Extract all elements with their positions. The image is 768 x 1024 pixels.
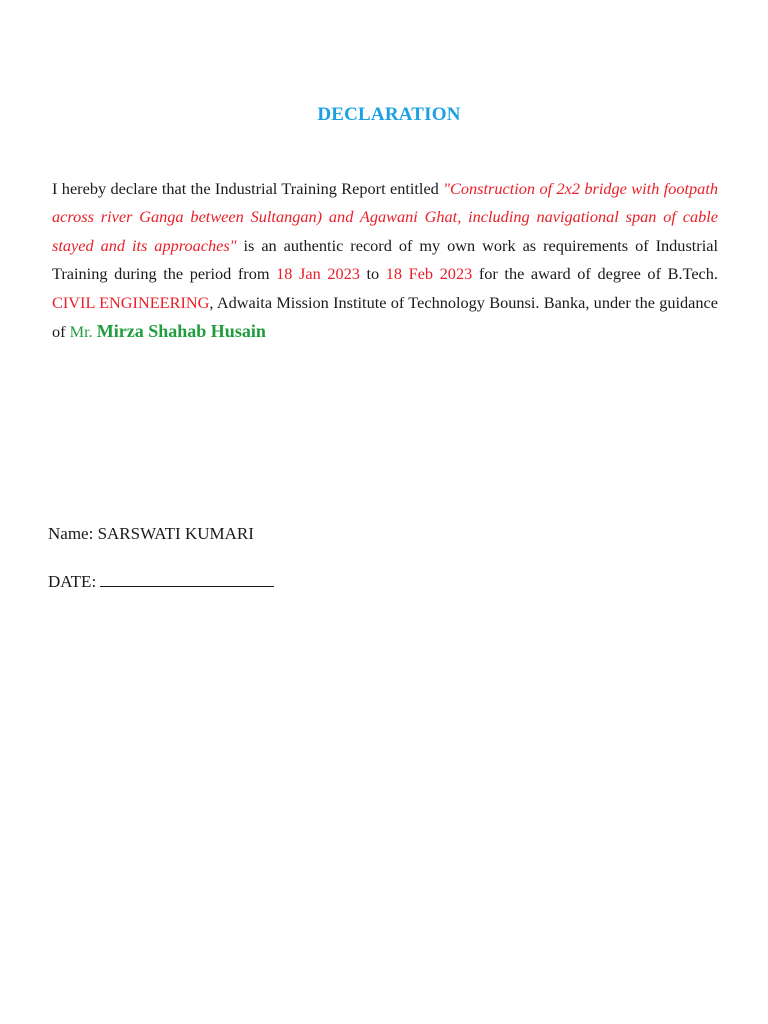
date-line [48, 570, 274, 592]
end-date: 18 Feb 2023 [385, 264, 473, 284]
name-label: Name: [48, 524, 94, 543]
paragraph-intro: I hereby declare that the Industrial Training Report entitled [52, 179, 444, 198]
start-date: 18 Jan 2023 [276, 264, 360, 284]
paragraph-to: to [359, 264, 386, 284]
name-line [48, 524, 254, 544]
paragraph-after-branch: , Adwaita Mission Institute of Technology Bounsi. Banka, under the guidance of [52, 292, 718, 342]
page-title: DECLARATION [317, 104, 461, 125]
guide-name: Mirza Shahab Husain [96, 321, 266, 342]
date-blank-field [100, 570, 274, 587]
declaration-paragraph [52, 175, 718, 346]
report-title: "Construction of 2x2 bridge with footpath across river Ganga between Sultangan) and Agawani Ghat, including navigational span of cable stayed and its approaches" [52, 179, 718, 255]
date-label: DATE: [48, 572, 97, 591]
student-name: SARSWATI KUMARI [97, 524, 254, 543]
paragraph-after-title: is an authentic record of my own work as requirements of Industrial Training during the period from [52, 235, 719, 284]
branch-name: CIVIL ENGINEERING [52, 292, 210, 312]
guide-prefix: Mr. [69, 322, 93, 342]
paragraph-after-dates: for the award of degree of B.Tech. [472, 264, 718, 284]
